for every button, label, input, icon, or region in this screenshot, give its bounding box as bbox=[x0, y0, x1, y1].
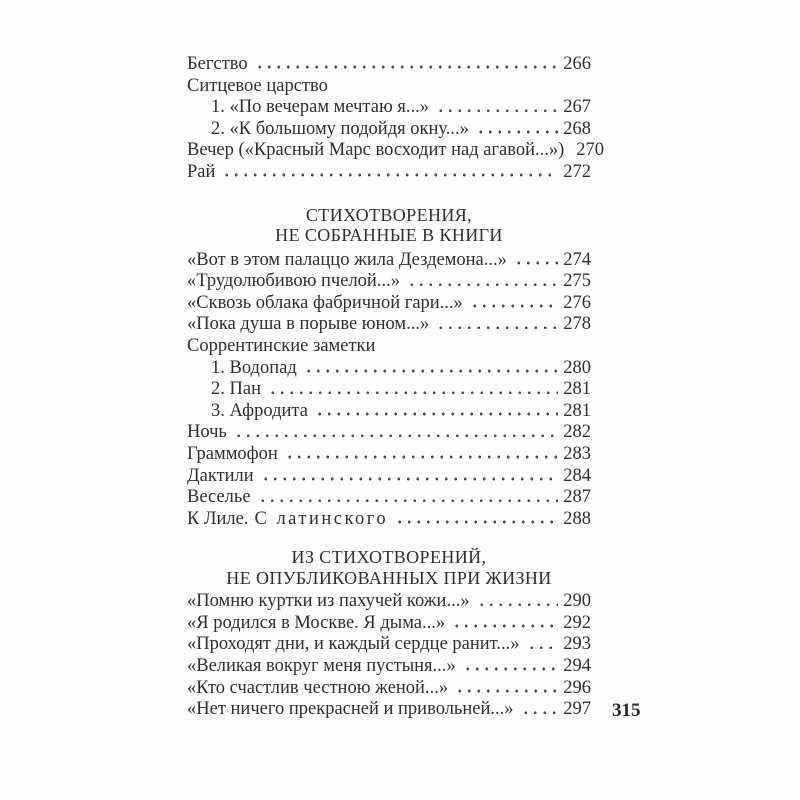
dot-leader bbox=[304, 369, 559, 373]
toc-entry-page: 276 bbox=[563, 292, 591, 313]
section-heading-line: ИЗ СТИХОТВОРЕНИЙ, bbox=[291, 547, 487, 568]
toc-entry-title: «Нет ничего прекрасней и привольней...» bbox=[187, 699, 514, 720]
toc-entry bbox=[187, 634, 591, 656]
toc-entry-title: Рай bbox=[187, 161, 216, 182]
toc-entry bbox=[187, 54, 591, 76]
dot-leader bbox=[452, 624, 558, 628]
toc-entry bbox=[187, 358, 591, 380]
toc-entry-page: 292 bbox=[563, 612, 591, 633]
toc-entry bbox=[187, 678, 591, 700]
toc-entry-page: 293 bbox=[563, 634, 591, 655]
toc-entry-page: 275 bbox=[563, 271, 591, 292]
toc-entry-page: 272 bbox=[563, 161, 591, 182]
toc-entry-title: «Помню куртки из пахучей кожи...» bbox=[187, 591, 470, 612]
toc-entry-title: К Лиле. С латинского bbox=[187, 508, 389, 529]
toc-entry bbox=[187, 699, 591, 721]
toc-entry-page: 288 bbox=[563, 508, 591, 529]
toc-entry bbox=[187, 314, 591, 336]
toc-entry-page: 284 bbox=[563, 465, 591, 486]
dot-leader bbox=[521, 711, 559, 715]
toc-entry-title: Дактили bbox=[187, 465, 254, 486]
toc-entry bbox=[187, 76, 591, 98]
toc-entry-title: «Великая вокруг меня пустыня...» bbox=[187, 656, 456, 677]
toc-entry-page: 278 bbox=[563, 314, 591, 335]
toc-entry-page: 281 bbox=[563, 379, 591, 400]
dot-leader bbox=[285, 455, 558, 459]
dot-leader bbox=[315, 412, 558, 416]
toc-entry-page: 267 bbox=[563, 97, 591, 118]
toc-entry-title: Соррентинские заметки bbox=[187, 335, 376, 356]
table-of-contents bbox=[187, 54, 605, 721]
toc-entry-title: Вечер («Красный Марс восходит над агавой...») bbox=[187, 140, 565, 161]
toc-entry-title: 3. Афродита bbox=[211, 400, 308, 421]
dot-leader bbox=[234, 434, 558, 438]
toc-entry-title: Ночь bbox=[187, 422, 227, 443]
toc-entry-title: Ситцевое царство bbox=[187, 75, 328, 96]
toc-entry bbox=[187, 422, 591, 444]
toc-entry bbox=[187, 656, 591, 678]
toc-entry-title: 2. Пан bbox=[211, 379, 261, 400]
toc-entry bbox=[187, 613, 591, 635]
dot-leader bbox=[261, 477, 559, 481]
toc-entry-page: 294 bbox=[563, 656, 591, 677]
toc-entry-title: Бегство bbox=[187, 54, 248, 74]
toc-entry-page: 270 bbox=[576, 140, 605, 161]
toc-entry bbox=[187, 140, 605, 162]
toc-entry-title: «Я родился в Москве. Я дыма...» bbox=[187, 612, 446, 633]
toc-entry-title: 2. «К большому подойдя окну...» bbox=[211, 118, 469, 139]
toc-entry bbox=[187, 162, 591, 184]
toc-entry-page: 296 bbox=[563, 677, 591, 698]
toc-entry bbox=[187, 97, 591, 119]
toc-entry bbox=[187, 401, 591, 423]
toc-entry-page: 274 bbox=[563, 249, 591, 270]
dot-leader bbox=[436, 109, 558, 113]
section-heading bbox=[187, 205, 591, 246]
toc-entry bbox=[187, 466, 591, 488]
dot-leader bbox=[514, 261, 558, 265]
toc-entry-title: «Вот в этом палаццо жила Дездемона...» bbox=[187, 249, 507, 270]
toc-entry-page: 282 bbox=[563, 422, 591, 443]
toc-entry bbox=[187, 444, 591, 466]
section-heading-line: НЕ СОБРАННЫЕ В КНИГИ bbox=[275, 225, 503, 246]
toc-entry-page: 280 bbox=[563, 357, 591, 378]
dot-leader bbox=[455, 689, 558, 693]
toc-entry bbox=[187, 293, 591, 315]
toc-entry-page: 297 bbox=[563, 699, 591, 720]
dot-leader bbox=[222, 173, 558, 177]
toc-entry-title: Граммофон bbox=[187, 443, 278, 464]
toc-entry bbox=[187, 336, 591, 358]
dot-leader bbox=[477, 603, 559, 607]
toc-entry-page: 287 bbox=[563, 487, 591, 508]
toc-entry-page: 290 bbox=[563, 591, 591, 612]
dot-leader bbox=[268, 391, 558, 395]
dot-leader bbox=[255, 65, 559, 69]
dot-leader bbox=[476, 130, 558, 134]
toc-entry-page: 283 bbox=[563, 443, 591, 464]
section-heading-line: НЕ ОПУБЛИКОВАННЫХ ПРИ ЖИЗНИ bbox=[226, 567, 552, 588]
dot-leader bbox=[258, 499, 559, 503]
toc-entry bbox=[187, 379, 591, 401]
toc-entry-title: «Сквозь облака фабричной гари...» bbox=[187, 292, 463, 313]
toc-entry-title: «Кто счастлив честною женой...» bbox=[187, 677, 449, 698]
section-heading bbox=[187, 547, 591, 588]
toc-entry bbox=[187, 250, 591, 272]
toc-entry-title: «Трудолюбивою пчелой...» bbox=[187, 271, 400, 292]
toc-entry-title: 1. «По вечерам мечтаю я...» bbox=[211, 97, 430, 118]
dot-leader bbox=[395, 520, 558, 524]
toc-entry-title-spaced: С латинского bbox=[254, 508, 389, 529]
toc-entry-page: 266 bbox=[563, 54, 591, 74]
dot-leader bbox=[463, 667, 559, 671]
page-folio: 315 bbox=[612, 700, 641, 721]
toc-entry-title: 1. Водопад bbox=[211, 357, 297, 378]
toc-entry-page: 268 bbox=[563, 118, 591, 139]
toc-entry-title: Веселье bbox=[187, 487, 251, 508]
toc-entry bbox=[187, 487, 591, 509]
dot-leader bbox=[527, 646, 559, 650]
toc-entry-title: «Проходят дни, и каждый сердце ранит...» bbox=[187, 634, 520, 655]
toc-entry bbox=[187, 591, 591, 613]
toc-entry-title: «Пока душа в порыве юном...» bbox=[187, 314, 430, 335]
toc-entry-page: 281 bbox=[563, 400, 591, 421]
toc-entry bbox=[187, 119, 591, 141]
toc-entry bbox=[187, 271, 591, 293]
section-heading-line: СТИХОТВОРЕНИЯ, bbox=[305, 204, 473, 225]
toc-entry bbox=[187, 509, 591, 531]
dot-leader bbox=[407, 283, 558, 287]
dot-leader bbox=[436, 326, 558, 330]
dot-leader bbox=[470, 304, 558, 308]
